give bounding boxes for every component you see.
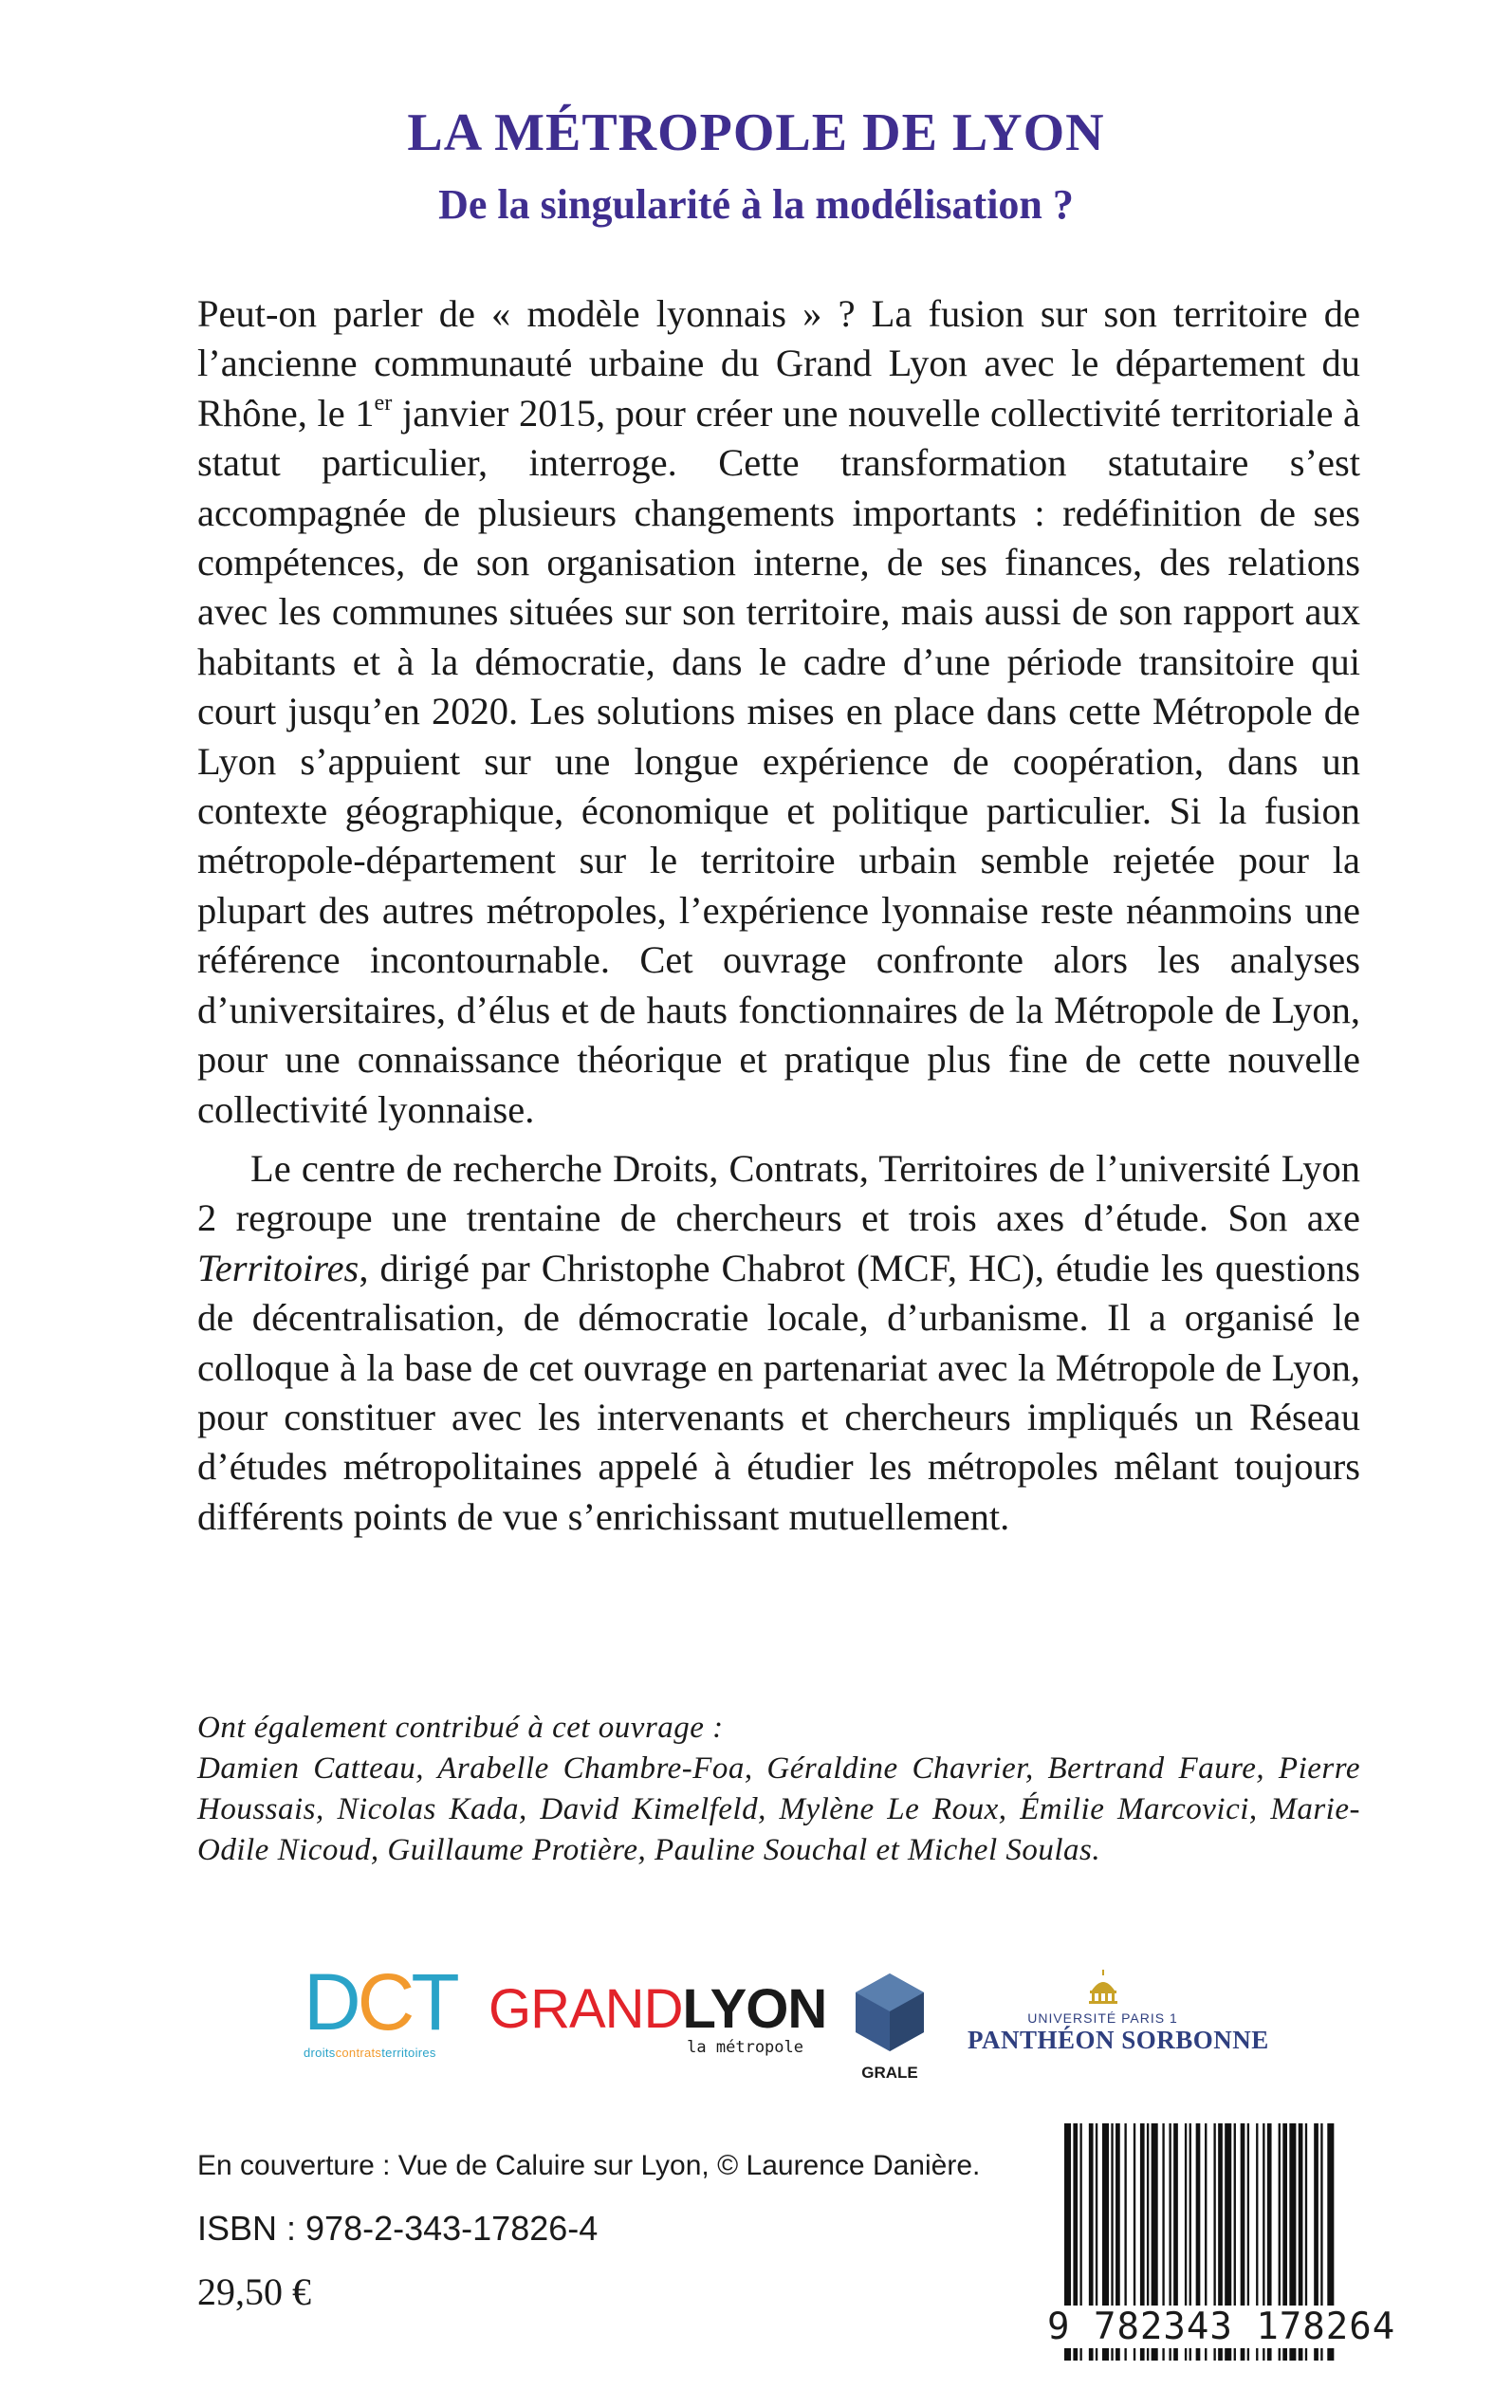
dct-tagline-part: territoires xyxy=(381,2046,436,2060)
blurb-paragraph-2 xyxy=(197,1144,1360,1542)
isbn: ISBN : 978-2-343-17826-4 xyxy=(197,2209,599,2248)
dct-letter-d: D xyxy=(304,1957,358,2047)
grale-hexagon-icon xyxy=(854,1972,926,2053)
cover-credit: En couverture : Vue de Caluire sur Lyon, © Laurence Danière. xyxy=(197,2150,981,2181)
dct-letter-c: C xyxy=(357,1957,412,2047)
book-title: LA MÉTROPOLE DE LYON xyxy=(407,103,1105,162)
grale-label: GRALE xyxy=(861,2064,918,2082)
grale-logo xyxy=(852,1972,928,2083)
blurb-paragraph-1 xyxy=(197,289,1360,1135)
sorbonne-university-label: UNIVERSITÉ PARIS 1 xyxy=(1027,2010,1178,2026)
contributors-block xyxy=(197,1708,1360,1871)
blurb-text: , dirigé par Christophe Chabrot (MCF, HC), étudie les questions de décentralisation, de démocratie locale, d’urbanisme. Il a organisé le colloque à la base de cet ouvrage en partenariat avec la Métropole de Lyon, pour constituer avec les intervenants et chercheurs impliqués un Réseau d’études métropolitaines appelé à étudier les métropoles mêlant toujours différents points de vue s’enrichissant mutuellement. xyxy=(197,1246,1360,1538)
dct-tagline-part: contrats xyxy=(335,2046,382,2060)
blurb-text: janvier 2015, pour créer une nouvelle collectivité territoriale à statut particulier, interroge. Cette transformation statutaire s’est accompagnée de plusieurs changements importants : redéfinition de ses compétences, de son organisation interne, de ses finances, des relations avec les communes situées sur son territoire, mais aussi de son rapport aux habitants et à la démocratie, dans le cadre d’une période transitoire qui court jusqu’en 2020. Les solutions mises en place dans cette Métropole de Lyon s’appuient sur une longue expérience de coopération, dans un contexte géographique, économique et politique particulier. Si la fusion métropole-département sur le territoire urbain semble rejetée pour la plupart des autres métropoles, l’expérience lyonnaise reste néanmoins une référence incontournable. Cet ouvrage confronte alors les analyses d’universitaires, d’élus et de hauts fonctionnaires de la Métropole de Lyon, pour une connaissance théorique et pratique plus fine de cette nouvelle collectivité lyonnaise. xyxy=(197,391,1360,1131)
book-subtitle: De la singularité à la modélisation ? xyxy=(438,181,1074,228)
sorbonne-name: PANTHÉON SORBONNE xyxy=(968,2026,1269,2054)
contributors-label: Ont également contribué à cet ouvrage : xyxy=(197,1711,724,1745)
barcode-digits: 9 782343 178264 xyxy=(1047,2306,1396,2348)
grandlyon-wordmark xyxy=(489,1978,827,2040)
pantheon-sorbonne-logo xyxy=(968,1970,1269,2055)
back-cover-blurb xyxy=(197,289,1360,1542)
grandlyon-grand: GRAND xyxy=(489,1978,683,2040)
contributors-names: Damien Catteau, Arabelle Chambre-Foa, Géraldine Chavrier, Bertrand Faure, Pierre Houssais, Nicolas Kada, David Kimelfeld, Mylène Le Roux, Émilie Marcovici, Marie-Odile Nicoud, Guillaume Protière, Pauline Souchal et Michel Soulas. xyxy=(197,1751,1360,1867)
dct-letter-t: T xyxy=(411,1957,456,2047)
blurb-text: Le centre de recherche Droits, Contrats, Territoires de l’université Lyon 2 regroupe une trentaine de chercheurs et trois axes d’étude. Son axe xyxy=(197,1146,1360,1240)
price: 29,50 € xyxy=(197,2270,311,2313)
dct-tagline xyxy=(304,2046,465,2060)
dct-logo xyxy=(304,1957,465,2060)
axis-name: Territoires xyxy=(197,1246,360,1289)
grandlyon-lyon: LYON xyxy=(682,1978,827,2040)
grandlyon-tagline: la métropole xyxy=(687,2038,803,2057)
dct-wordmark xyxy=(304,1957,465,2047)
pantheon-dome-icon xyxy=(1084,1970,1122,2004)
blurb-text: Peut-on parler de « modèle lyonnais » ? La fusion sur son territoire de l’ancienne communauté urbaine du Grand Lyon avec le département du Rhône, le 1 xyxy=(197,292,1360,435)
dct-tagline-part: droits xyxy=(304,2046,336,2060)
grandlyon-logo xyxy=(489,1978,827,2057)
ordinal-superscript: er xyxy=(374,389,393,416)
